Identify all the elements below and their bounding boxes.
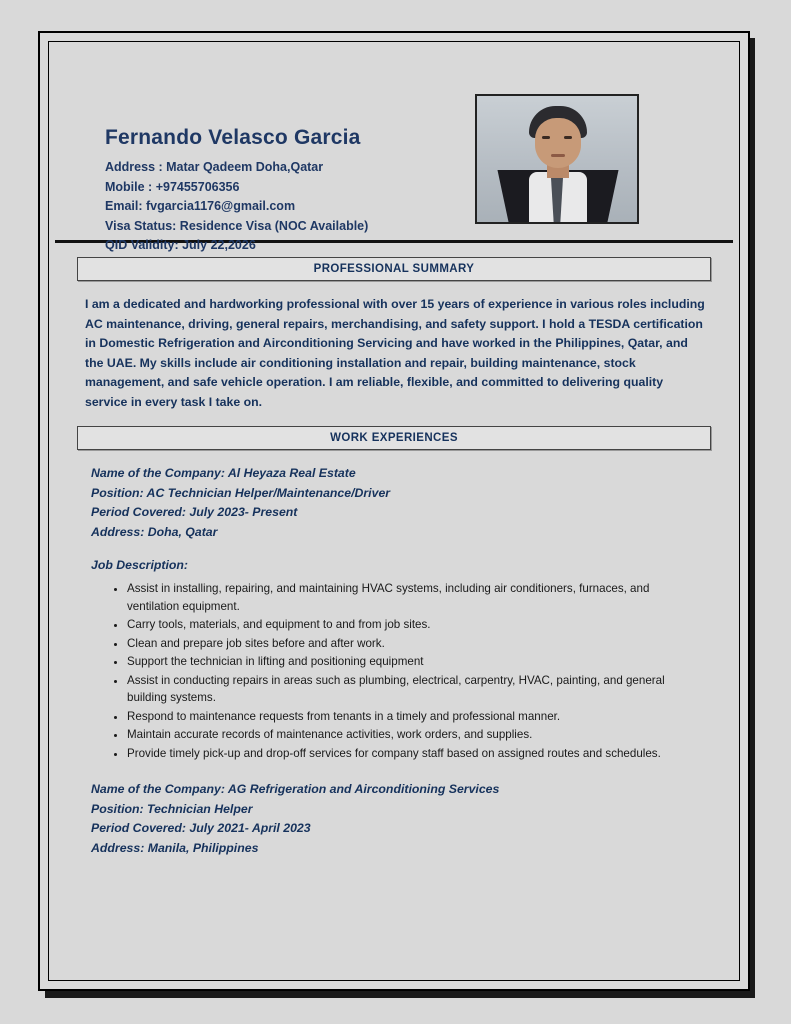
contact-email: Email: fvgarcia1176@gmail.com <box>105 199 296 213</box>
portrait-mouth <box>551 154 565 157</box>
job-1-address: Address: Doha, Qatar <box>91 524 218 539</box>
portrait-eye-right <box>564 136 572 139</box>
page-title: Fernando Velasco Garcia <box>105 126 361 149</box>
professional-summary-text: I am a dedicated and hardworking professional with over 15 years of experience in various roles including AC maintenance, driving, general repairs, merchandising, and safety support. I hold a TESDA certification in Domestic Refrigeration and Airconditioning Servicing and have worked in the Philippines, Qatar, and the UAE. My skills include air conditioning installation and repair, building maintenance, stock management, and safe vehicle operation. I am reliable, flexible, and committed to delivering quality service in every task I take on. <box>85 297 705 409</box>
portrait-eye-left <box>542 136 550 139</box>
job-1-position: Position: AC Technician Helper/Maintenance/Driver <box>91 485 391 500</box>
job-entry-2 <box>91 780 707 858</box>
contact-block <box>105 158 368 256</box>
job-2-address: Address: Manila, Philippines <box>91 840 259 855</box>
list-item: • Assist in conducting repairs in areas such as plumbing, electrical, carpentry, HVAC, painting, and general building systems. <box>127 672 699 707</box>
job-1-period: Period Covered: July 2023- Present <box>91 505 298 519</box>
job-2-company: Name of the Company: AG Refrigeration and Airconditioning Services <box>91 782 500 796</box>
contact-visa-status: Visa Status: Residence Visa (NOC Available) <box>105 218 369 233</box>
contact-address: Address : Matar Qadeem Doha,Qatar <box>105 160 324 174</box>
job-1-description-label: Job Description: <box>91 558 189 572</box>
list-item: • Carry tools, materials, and equipment to and from job sites. <box>127 616 699 634</box>
resume-content <box>49 42 739 980</box>
page-outer-border <box>38 31 750 991</box>
list-item: • Support the technician in lifting and positioning equipment <box>127 653 699 671</box>
page-inner-border <box>48 41 740 981</box>
list-item: • Respond to maintenance requests from tenants in a timely and professional manner. <box>127 708 699 726</box>
job-1-company: Name of the Company: Al Heyaza Real Estate <box>91 466 356 480</box>
contact-mobile: Mobile : +97455706356 <box>105 179 240 194</box>
resume-header <box>55 42 733 252</box>
job-entry-1 <box>91 464 707 542</box>
contact-qid-validity: QID Validity: July 22,2026 <box>105 238 256 252</box>
list-item: • Assist in installing, repairing, and maintaining HVAC systems, including air conditioners, furnaces, and ventilation equipment. <box>127 580 699 615</box>
section-header-professional-summary: PROFESSIONAL SUMMARY <box>77 257 711 281</box>
list-item: • Maintain accurate records of maintenance activities, work orders, and supplies. <box>127 726 699 744</box>
list-item: • Provide timely pick-up and drop-off services for company staff based on assigned routes and schedules. <box>127 745 699 763</box>
list-item: • Clean and prepare job sites before and after work. <box>127 635 699 653</box>
section-header-work-experiences: WORK EXPERIENCES <box>77 426 711 450</box>
job-2-period: Period Covered: July 2021- April 2023 <box>91 821 311 835</box>
job-1-duties-list <box>105 580 699 762</box>
job-2-position: Position: Technician Helper <box>91 801 253 816</box>
portrait-face <box>535 118 581 168</box>
portrait-background <box>477 96 637 222</box>
portrait-photo <box>475 94 639 224</box>
